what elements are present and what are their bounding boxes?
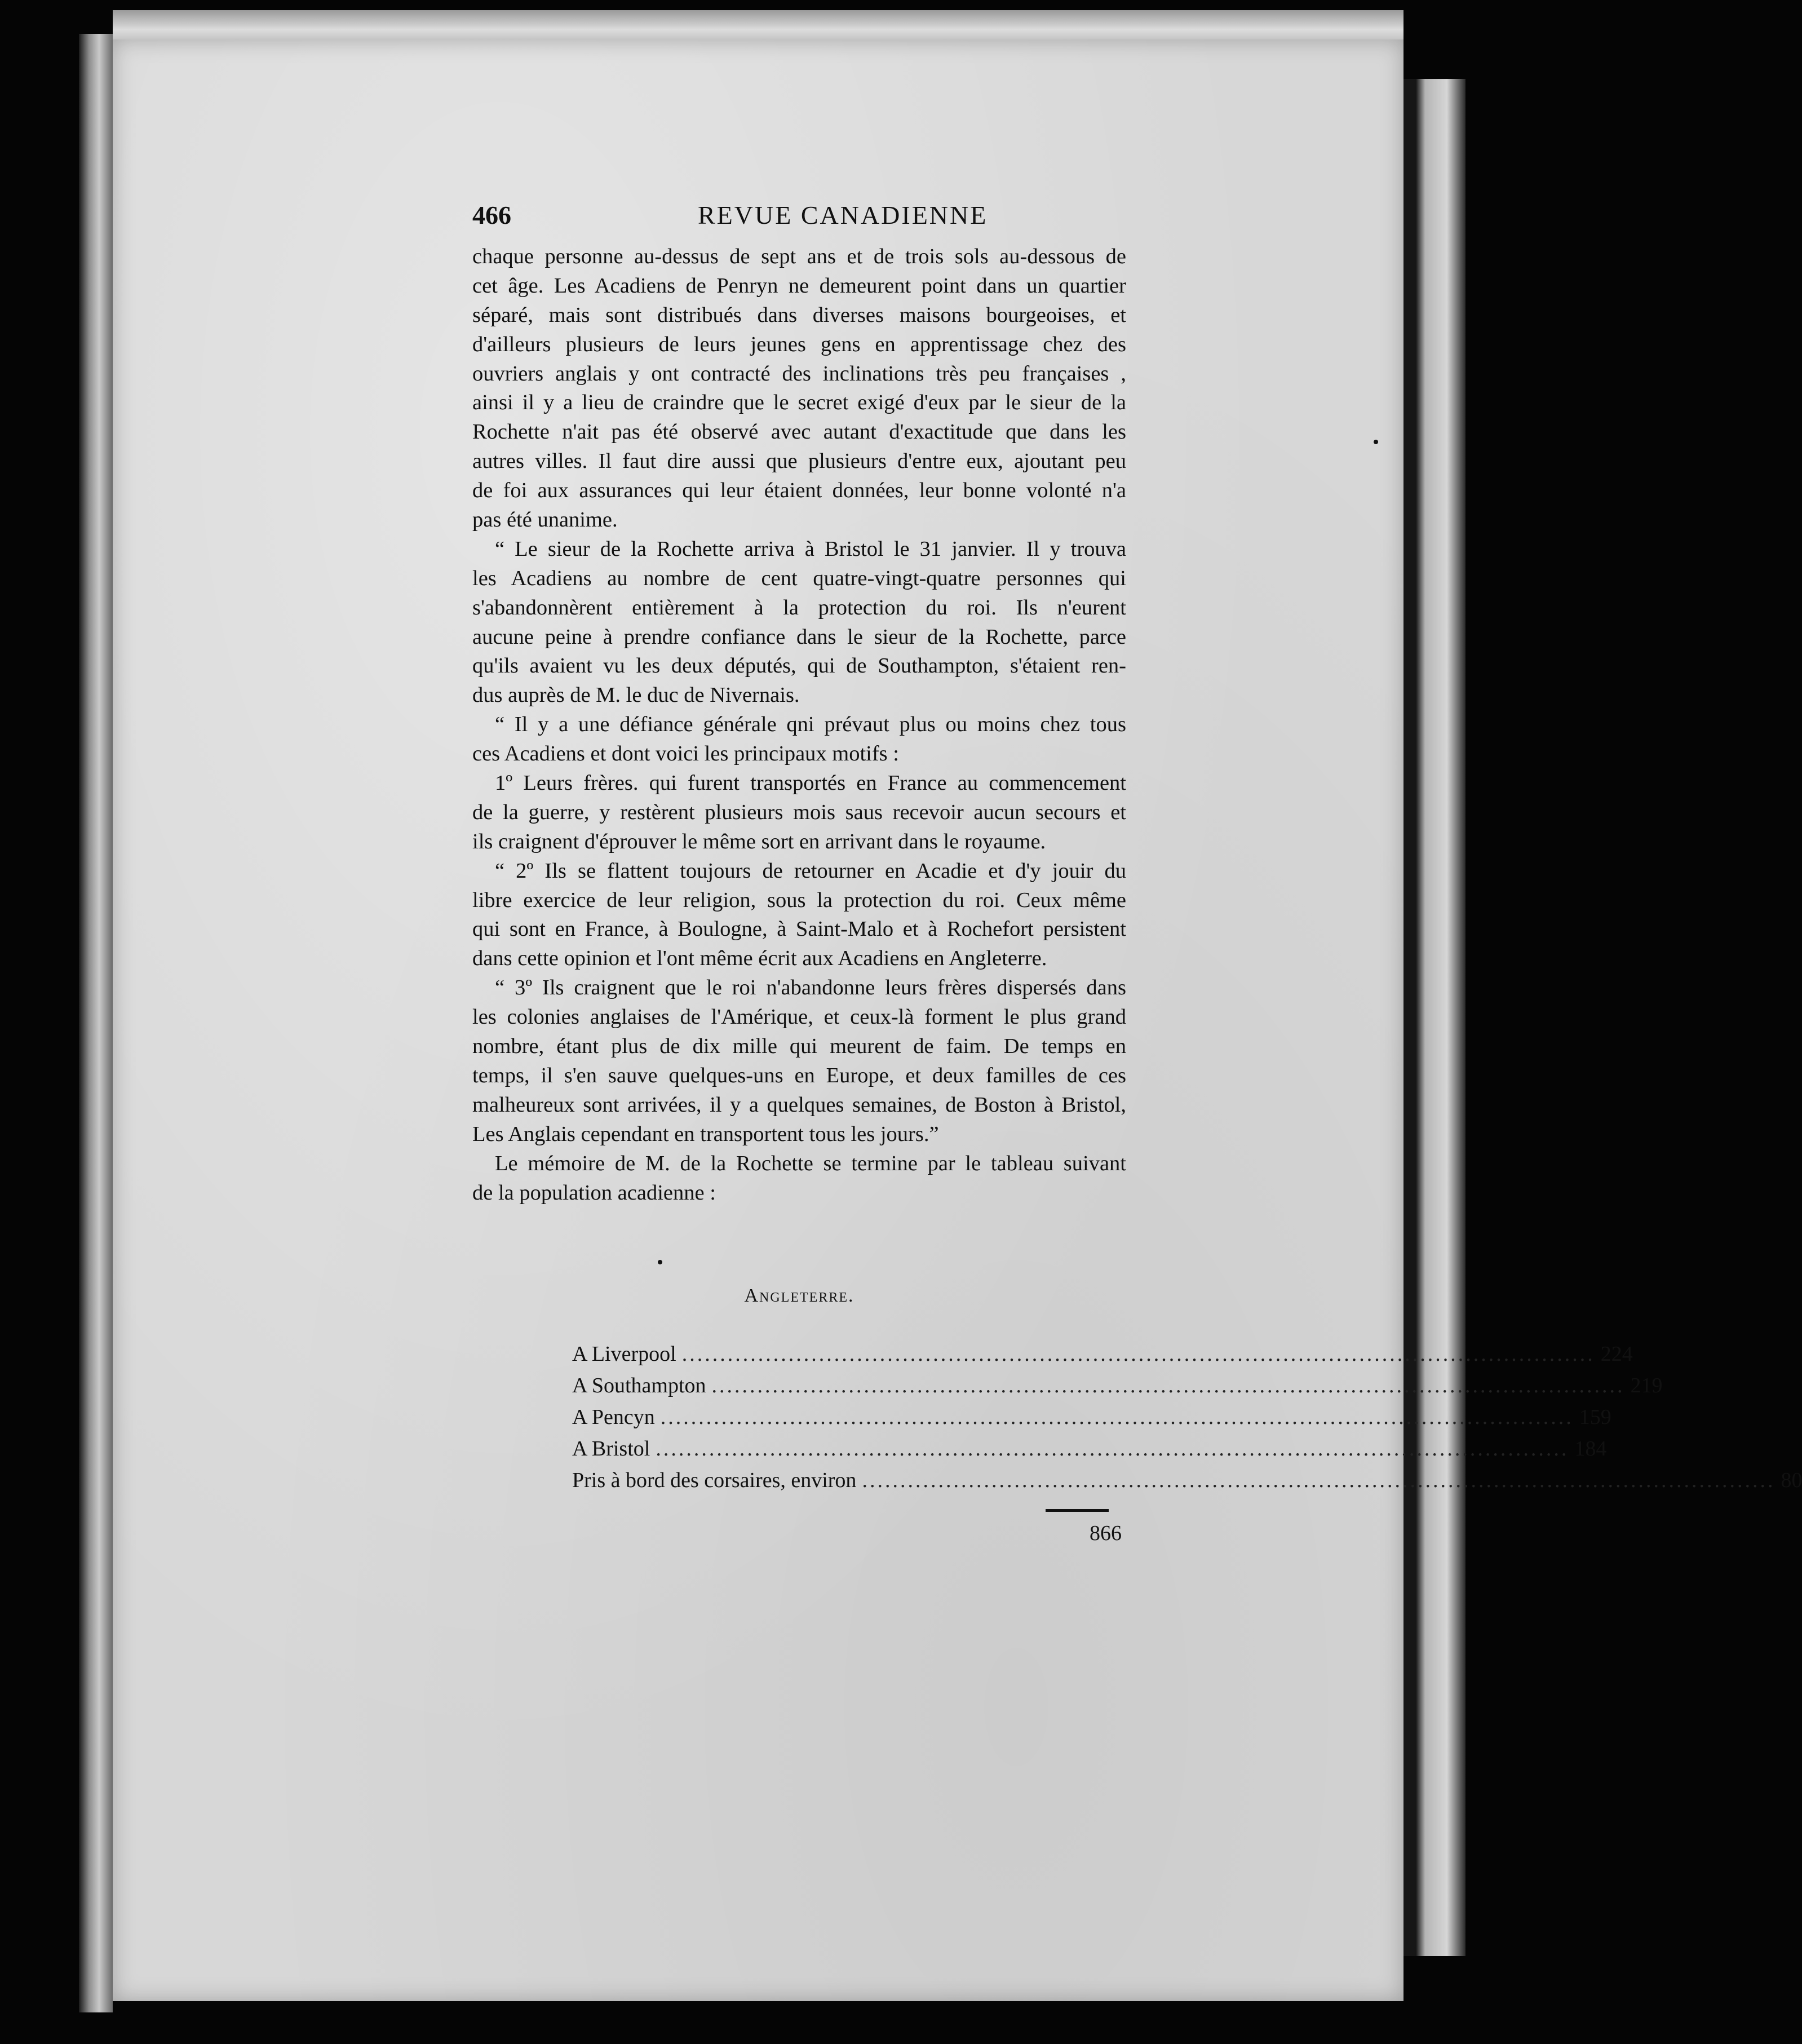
text-line: de la population acadienne : (472, 1180, 716, 1205)
dot-leader: ........................................................................................................................ (711, 1374, 1625, 1397)
table-row (572, 1405, 1611, 1436)
text-line: “ Le sieur de la Rochette arriva à Bristol le 31 janvier. Il y trouva (495, 537, 1126, 561)
table-row (572, 1342, 1633, 1373)
dot-leader: ........................................................................................................................ (660, 1405, 1574, 1429)
row-count: 224 (1600, 1342, 1633, 1366)
text-line: s'abandonnèrent entièrement à la protection du roi. Ils n'eurent (472, 595, 1126, 620)
page-header (472, 200, 1137, 234)
row-place: A Southampton (572, 1374, 706, 1397)
table-title: Angleterre. (744, 1285, 854, 1306)
text-line: ils craignent d'éprouver le même sort en arrivant dans le royaume. (472, 829, 1046, 853)
text-line: qu'ils avaient vu les deux députés, qui de Southampton, s'étaient ren- (472, 654, 1126, 678)
row-count: 184 (1574, 1437, 1607, 1461)
text-line: Les Anglais cependant en transportent tous les jours.” (472, 1122, 939, 1146)
table-total: 866 (1090, 1521, 1122, 1545)
text-line: chaque personne au-dessus de sept ans et de trois sols au-dessous de (472, 245, 1126, 268)
text-line: dus auprès de M. le duc de Nivernais. (472, 683, 800, 707)
table-row (572, 1468, 1802, 1499)
text-line: “ Il y a une défiance générale qni prévaut plus ou moins chez tous (495, 713, 1126, 737)
book-left-edge (79, 34, 113, 2012)
text-line: pas été unanime. (472, 508, 618, 532)
text-line: ainsi il y a lieu de craindre que le secret exigé d'eux par le sieur de la (472, 391, 1126, 415)
text-line: temps, il s'en sauve quelques-uns en Europe, et deux familles de ces (472, 1063, 1126, 1087)
ink-speck (1374, 440, 1378, 444)
body-text (472, 242, 1126, 1207)
total-rule (1046, 1509, 1109, 1512)
row-count: 159 (1579, 1405, 1611, 1429)
text-line: autres villes. Il faut dire aussi que plusieurs d'entre eux, ajoutant peu (472, 449, 1126, 474)
row-place: A Pencyn (572, 1405, 655, 1429)
text-line: cet âge. Les Acadiens de Penryn ne demeurent point dans un quartier (472, 273, 1126, 298)
text-line: Le mémoire de M. de la Rochette se termine par le tableau suivant (495, 1151, 1126, 1175)
dot-leader: ........................................................................................................................ (681, 1342, 1595, 1366)
text-line: de foi aux assurances qui leur étaient données, leur bonne volonté n'a (472, 479, 1126, 503)
text-line: Rochette n'ait pas été observé avec autant d'exactitude que dans les (472, 420, 1126, 444)
text-line: ouvriers anglais y ont contracté des inclinations très peu françaises , (472, 361, 1126, 386)
text-line: les colonies anglaises de l'Amérique, et ceux-là forment le plus grand (472, 1005, 1126, 1029)
running-head: REVUE CANADIENNE (698, 201, 988, 229)
text-line: “ 3º Ils craignent que le roi n'abandonne leurs frères dispersés dans (495, 976, 1126, 1000)
text-line: de la guerre, y restèrent plusieurs mois saus recevoir aucun secours et (472, 800, 1126, 824)
table-row (572, 1373, 1663, 1405)
row-place: A Bristol (572, 1437, 650, 1461)
text-line: dans cette opinion et l'ont même écrit aux Acadiens en Angleterre. (472, 946, 1047, 971)
text-line: 1º Leurs frères. qui furent transportés en France au commencement (495, 771, 1126, 795)
ink-speck (658, 1260, 662, 1264)
table-row (572, 1436, 1607, 1468)
book-top-edge (113, 10, 1403, 43)
text-line: malheureux sont arrivées, il y a quelques semaines, de Boston à Bristol, (472, 1092, 1126, 1117)
text-line: ces Acadiens et dont voici les principaux motifs : (472, 742, 899, 766)
text-line: d'ailleurs plusieurs de leurs jeunes gens en apprentissage chez des (472, 332, 1126, 356)
population-table (572, 1342, 1802, 1499)
text-line: aucune peine à prendre confiance dans le sieur de la Rochette, parce (472, 625, 1126, 649)
dot-leader: ........................................................................................................................ (656, 1437, 1569, 1461)
row-place: A Liverpool (572, 1342, 676, 1366)
text-line: libre exercice de leur religion, sous la protection du roi. Ceux même (472, 888, 1126, 912)
row-count: 80 (1781, 1468, 1802, 1492)
text-line: nombre, étant plus de dix mille qui meurent de faim. De temps en (472, 1034, 1126, 1059)
row-count: 219 (1630, 1374, 1663, 1397)
text-line: séparé, mais sont distribués dans diverses maisons bourgeoises, et (472, 303, 1126, 327)
text-line: qui sont en France, à Boulogne, à Saint-Malo et à Rochefort persistent (472, 917, 1126, 941)
text-line: les Acadiens au nombre de cent quatre-vingt-quatre personnes qui (472, 566, 1126, 590)
text-line: “ 2º Ils se flattent toujours de retourner en Acadie et d'y jouir du (495, 859, 1126, 883)
book-right-edge (1403, 79, 1465, 1956)
page-number: 466 (472, 201, 511, 229)
row-place: Pris à bord des corsaires, environ (572, 1468, 857, 1492)
dot-leader: ........................................................................................................................ (862, 1468, 1776, 1492)
